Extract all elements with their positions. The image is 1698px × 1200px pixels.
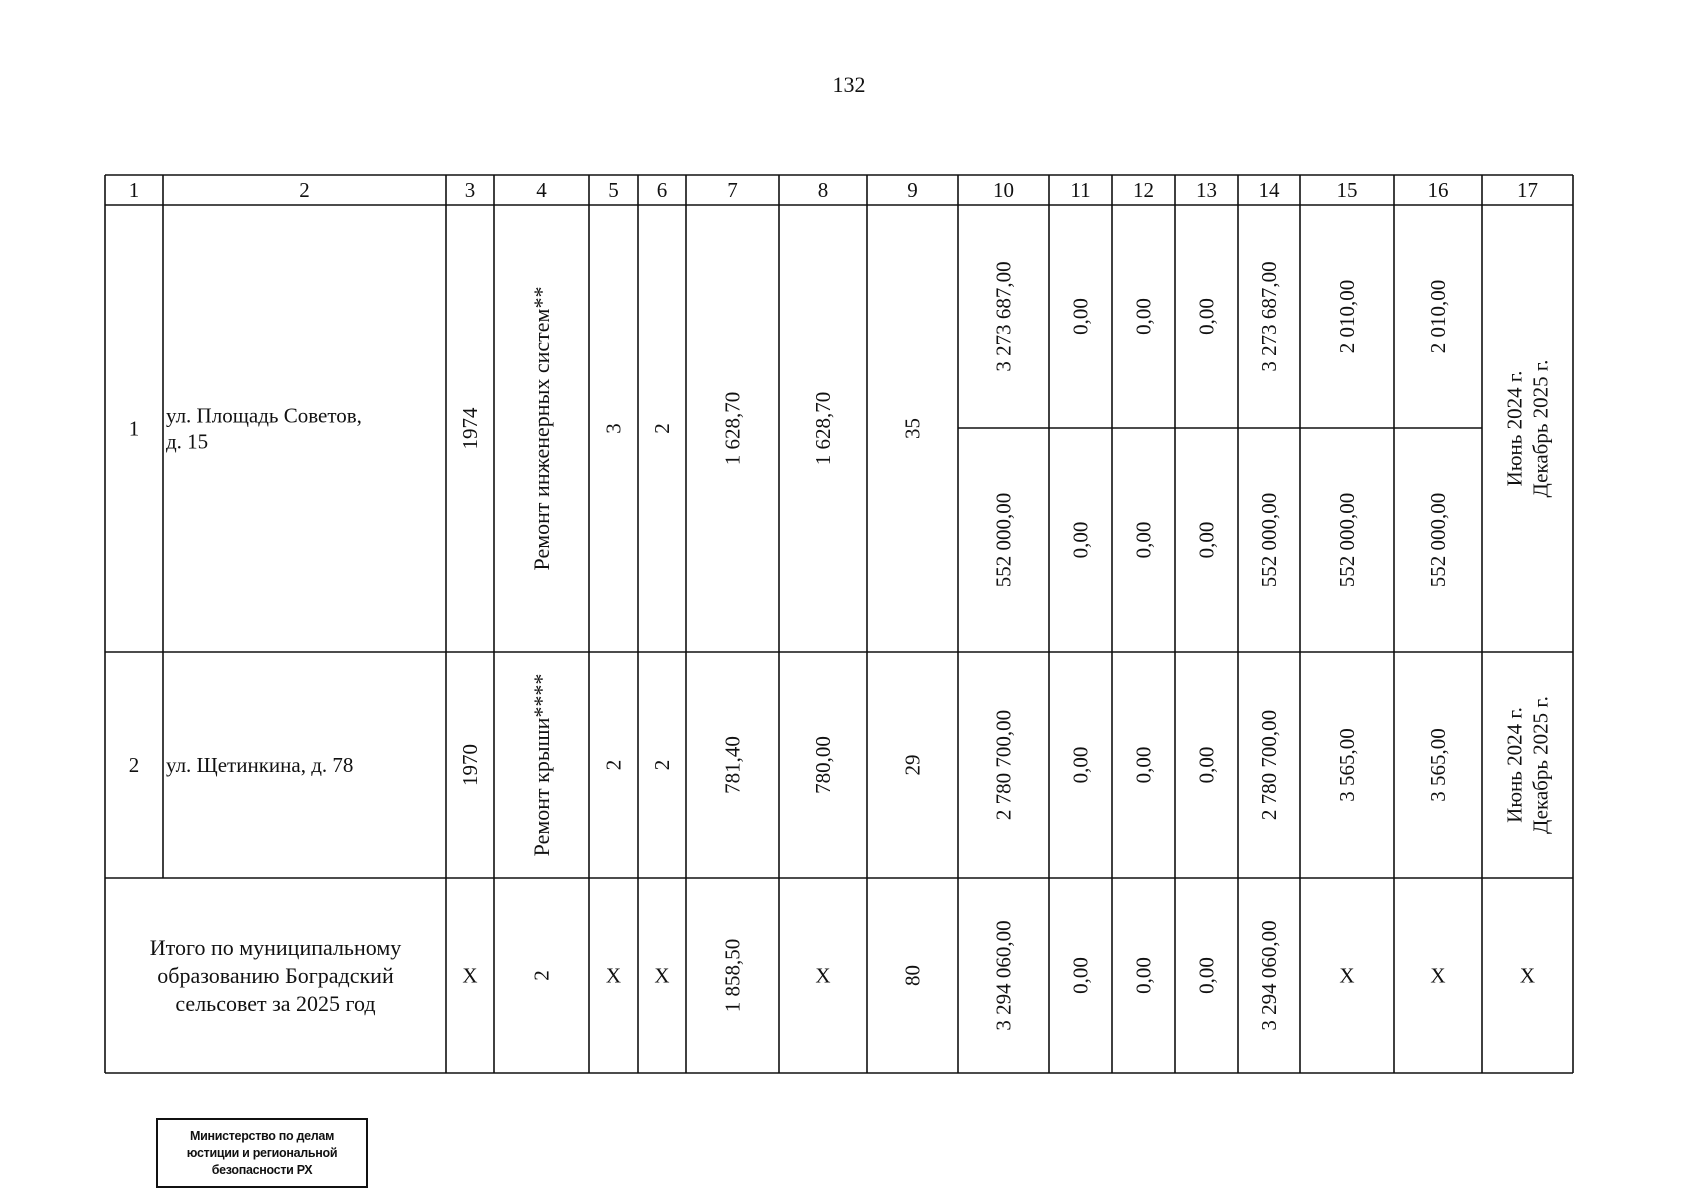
total-col-4: 2 [529,970,554,981]
cell-col-14: 552 000,00 [1257,492,1281,588]
page-number: 132 [832,72,866,97]
ministry-stamp [156,1118,368,1188]
cell-col-9: 29 [900,754,925,776]
total-col-13: 0,00 [1194,957,1219,994]
cell-col-10: 2 780 700,00 [991,709,1016,821]
stamp-line: юстиции и региональной [186,1145,338,1160]
total-label: сельсовет за 2025 год [175,991,376,1016]
row-number: 1 [128,416,140,441]
cell-col-16: 2 010,00 [1426,279,1450,354]
cell-col-5: 2 [601,759,626,771]
period-end: Декабрь 2025 г. [1528,359,1553,498]
total-col-15: Х [1339,963,1355,988]
column-header: 1 [128,178,140,202]
column-header: 6 [656,178,668,202]
column-header: 3 [464,178,476,202]
period-end: Декабрь 2025 г. [1528,696,1553,834]
cell-col-15: 2 010,00 [1335,279,1359,354]
total-col-9: 80 [900,965,925,986]
cell-col-16: 552 000,00 [1426,492,1450,588]
cell-col-11: 0,00 [1068,521,1093,559]
column-header: 16 [1427,178,1449,202]
cell-col-14: 3 273 687,00 [1257,261,1281,372]
total-col-12: 0,00 [1131,957,1156,994]
cell-col-9: 35 [900,418,925,439]
cell-col-7: 781,40 [720,736,745,794]
cell-col-7: 1 628,70 [720,391,745,466]
stamp-line: безопасности РХ [211,1162,313,1177]
column-header: 2 [299,178,310,202]
column-header: 13 [1196,178,1217,202]
total-col-14: 3 294 060,00 [1257,920,1281,1031]
period-start: Июнь 2024 г. [1502,370,1527,487]
work-type: Ремонт крыши**** [529,673,554,857]
cell-col-5: 3 [601,423,626,434]
cell-col-12: 0,00 [1131,298,1156,335]
address-line: ул. Щетинкина, д. 78 [166,753,354,777]
total-col-5: Х [605,963,622,988]
address-line: д. 15 [166,429,209,454]
cell-col-10: 552 000,00 [991,492,1016,588]
cell-col-6: 2 [650,423,674,434]
column-header: 9 [907,178,918,202]
column-header: 4 [536,178,547,202]
cell-col-13: 0,00 [1194,521,1219,559]
column-header: 7 [727,178,738,202]
cell-col-13: 0,00 [1194,298,1219,335]
total-col-7: 1 858,50 [720,938,745,1013]
cell-col-10: 3 273 687,00 [991,261,1016,372]
total-col-10: 3 294 060,00 [991,920,1016,1031]
cell-col-6: 2 [650,759,674,771]
period-start: Июнь 2024 г. [1502,707,1527,823]
cell-col-11: 0,00 [1068,298,1093,335]
row-number: 2 [128,753,140,777]
total-col-8: Х [815,963,831,988]
total-col-16: Х [1430,963,1446,988]
address-line: ул. Площадь Советов, [166,403,362,428]
total-col-11: 0,00 [1068,957,1093,994]
cell-col-11: 0,00 [1068,746,1093,784]
total-label: Итого по муниципальному [149,935,402,960]
cell-col-15: 552 000,00 [1335,492,1359,588]
cell-col-8: 1 628,70 [811,391,835,466]
work-type: Ремонт инженерных систем** [529,286,554,571]
stamp-line: Министерство по делам [189,1128,335,1143]
total-label: образованию Боградский [157,963,394,988]
cell-col-13: 0,00 [1194,746,1219,784]
column-header: 17 [1517,178,1538,202]
cell-col-16: 3 565,00 [1426,728,1450,802]
cell-col-12: 0,00 [1131,746,1156,784]
column-header: 12 [1133,178,1154,202]
cell-col-14: 2 780 700,00 [1257,709,1281,821]
cell-col-12: 0,00 [1131,521,1156,559]
cell-col-8: 780,00 [811,736,835,794]
column-header: 14 [1258,178,1280,202]
build-year: 1974 [458,407,482,450]
column-header: 10 [993,178,1014,202]
column-header: 15 [1336,178,1358,202]
total-col-6: Х [654,963,670,988]
build-year: 1970 [458,744,482,786]
total-col-17: Х [1519,963,1536,988]
column-header: 11 [1070,178,1091,202]
column-header: 8 [817,178,829,202]
cell-col-15: 3 565,00 [1335,728,1359,802]
total-col-3: Х [462,963,478,988]
column-header: 5 [608,178,619,202]
